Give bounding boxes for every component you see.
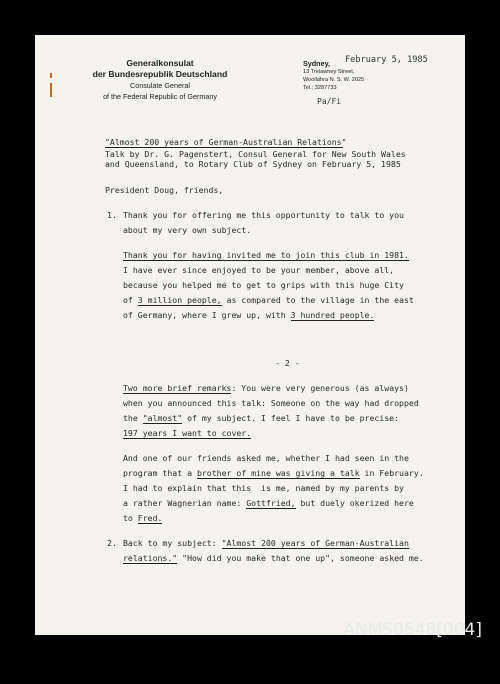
underlined-phrase: "Almost 200 years of German-Australian <box>221 538 409 548</box>
para-c-line-2 <box>123 468 424 478</box>
org-name-de-1: Generalkonsulat <box>126 58 194 68</box>
text-run: "How did you make that one up", someone asked me. <box>177 553 424 563</box>
text-run: of <box>123 295 138 305</box>
underlined-phrase: "almost" <box>142 413 183 423</box>
text-run: the <box>123 413 143 423</box>
para-a-line-3: because you helped me to get to grips with this huge City <box>123 280 404 290</box>
margin-mark <box>50 73 52 78</box>
address-city: Sydney, <box>303 59 331 68</box>
para-b-line-1 <box>123 383 409 393</box>
underlined-phrase: relations." <box>123 553 178 563</box>
point-1-number: 1. <box>107 210 117 220</box>
underlined-phrase: 3 million people, <box>137 295 222 305</box>
point-2-line-2 <box>123 553 424 563</box>
underlined-phrase: Thank you for having invited me to join this club in 1981. <box>123 250 409 260</box>
address-phone: Tel.: 3287733 <box>303 85 337 91</box>
letter-date: February 5, 1985 <box>345 55 428 65</box>
underlined-phrase: Gottfried, <box>246 498 296 508</box>
para-c-line-4 <box>123 498 414 508</box>
point-1-line-1: Thank you for offering me this opportunity to talk to you <box>123 210 404 220</box>
text-run: a rather Wagnerian name: <box>123 498 247 508</box>
text-run: but duely okerized here <box>295 498 414 508</box>
underlined-phrase: brother of mine was giving a talk <box>196 468 360 478</box>
org-name-en-2: of the Federal Republic of Germany <box>103 92 217 101</box>
text-run: : You were very generous (as always) <box>231 383 409 393</box>
para-b-line-3 <box>123 413 399 423</box>
text-run: Back to my subject: <box>123 538 222 548</box>
intro-line-2: and Queensland, to Rotary Club of Sydney on February 5, 1985 <box>105 159 401 169</box>
para-b-line-4 <box>123 428 251 438</box>
intro-line-1: Talk by Dr. G. Pagenstert, Consul General for New South Wales <box>105 149 406 159</box>
text-run: of Germany, where I grew up, with <box>123 310 291 320</box>
para-c-line-1: And one of our friends asked me, whether I had seen in the <box>123 453 409 463</box>
org-name-de-2: der Bundesrepublik Deutschland <box>92 69 228 79</box>
text-run: in February. <box>359 468 424 478</box>
letterhead-organization <box>85 58 235 102</box>
text-run: of my subject. I feel I have to be precise: <box>182 413 400 423</box>
catalogue-id: ANMS0548[004] <box>343 620 482 640</box>
point-1-line-2: about my very own subject. <box>123 225 252 235</box>
text-run: to <box>123 513 138 523</box>
point-2-number: 2. <box>107 538 117 548</box>
underlined-phrase: 197 years I want to cover. <box>123 428 252 438</box>
text-run: program that a <box>123 468 197 478</box>
underlined-phrase: Fred. <box>137 513 163 523</box>
para-a-line-4 <box>123 295 414 305</box>
underlined-phrase: Two more brief remarks <box>123 383 232 393</box>
page-marker: - 2 - <box>275 358 300 368</box>
address-suburb: Woollahra N. S. W. 2025 <box>303 77 365 83</box>
document-page <box>35 35 465 635</box>
para-b-line-2: when you announced this talk: Someone on the way had dropped <box>123 398 419 408</box>
para-c-line-3: I had to explain that this is me, named by my parents by <box>123 483 404 493</box>
margin-mark <box>50 83 52 97</box>
address-street: 13 Trelawney Street, <box>303 69 355 75</box>
para-c-line-5 <box>123 513 162 523</box>
point-2-line-1 <box>123 538 409 548</box>
salutation: President Doug, friends, <box>105 185 224 195</box>
title-underline <box>105 147 343 148</box>
para-a-line-1 <box>123 250 409 260</box>
text-run: as compared to the village in the east <box>221 295 414 305</box>
reference-code: Pa/Fi <box>317 97 342 106</box>
talk-title: "Almost 200 years of German-Australian Relations" <box>105 137 347 147</box>
para-a-line-2: I have ever since enjoyed to be your member, above all, <box>123 265 395 275</box>
org-name-en-1: Consulate General <box>130 81 190 90</box>
para-a-line-5 <box>123 310 374 320</box>
underlined-phrase: 3 hundred people. <box>290 310 375 320</box>
